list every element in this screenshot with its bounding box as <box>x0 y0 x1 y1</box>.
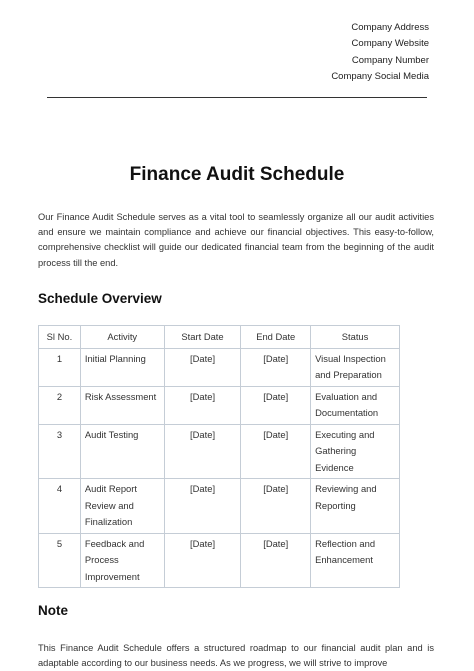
cell-end-date: [Date] <box>241 424 311 479</box>
company-website: Company Website <box>351 38 429 50</box>
cell-sl-no: 2 <box>39 386 81 424</box>
cell-end-date: [Date] <box>241 479 311 534</box>
cell-activity: Initial Planning <box>80 348 164 386</box>
cell-status: Visual Inspection and Preparation <box>311 348 400 386</box>
company-info <box>331 20 429 85</box>
cell-status: Evaluation and Documentation <box>311 386 400 424</box>
table-row <box>39 479 400 534</box>
header-start-date: Start Date <box>164 326 241 349</box>
cell-start-date: [Date] <box>164 348 241 386</box>
header-activity: Activity <box>80 326 164 349</box>
document-title: Finance Audit Schedule <box>129 164 345 185</box>
table-row <box>39 424 400 479</box>
schedule-table <box>38 325 400 588</box>
cell-start-date: [Date] <box>164 479 241 534</box>
cell-activity: Audit Testing <box>80 424 164 479</box>
note-heading: Note <box>38 603 68 618</box>
note-paragraph: This Finance Audit Schedule offers a structured roadmap to our financial audit plan and is adaptable according to our business needs. As we progress, we will strive to improve <box>38 643 434 669</box>
cell-sl-no: 5 <box>39 533 81 588</box>
table-row <box>39 533 400 588</box>
schedule-overview-heading: Schedule Overview <box>38 291 162 306</box>
cell-status: Reviewing and Reporting <box>311 479 400 534</box>
cell-start-date: [Date] <box>164 533 241 588</box>
table-row <box>39 348 400 386</box>
company-social-media: Company Social Media <box>331 70 429 82</box>
cell-sl-no: 3 <box>39 424 81 479</box>
cell-activity: Audit Report Review and Finalization <box>80 479 164 534</box>
cell-sl-no: 1 <box>39 348 81 386</box>
cell-activity: Feedback and Process Improvement <box>80 533 164 588</box>
header-status: Status <box>311 326 400 349</box>
cell-end-date: [Date] <box>241 386 311 424</box>
header-sl-no: Sl No. <box>39 326 81 349</box>
table-row <box>39 386 400 424</box>
cell-end-date: [Date] <box>241 348 311 386</box>
cell-start-date: [Date] <box>164 386 241 424</box>
intro-paragraph: Our Finance Audit Schedule serves as a vital tool to seamlessly organize all our audit activities and ensure we maintain compliance and achieve our financial objectives. This easy-to-follow, comprehensive checklist will guide our dedicated financial team from the beginning of the audit process till the end. <box>38 212 434 268</box>
cell-status: Reflection and Enhancement <box>311 533 400 588</box>
header-divider <box>47 97 427 98</box>
cell-start-date: [Date] <box>164 424 241 479</box>
company-number: Company Number <box>351 54 429 66</box>
cell-activity: Risk Assessment <box>80 386 164 424</box>
header-end-date: End Date <box>241 326 311 349</box>
cell-sl-no: 4 <box>39 479 81 534</box>
table-header-row <box>39 326 400 349</box>
cell-end-date: [Date] <box>241 533 311 588</box>
cell-status: Executing and Gathering Evidence <box>311 424 400 479</box>
company-address: Company Address <box>351 22 429 33</box>
